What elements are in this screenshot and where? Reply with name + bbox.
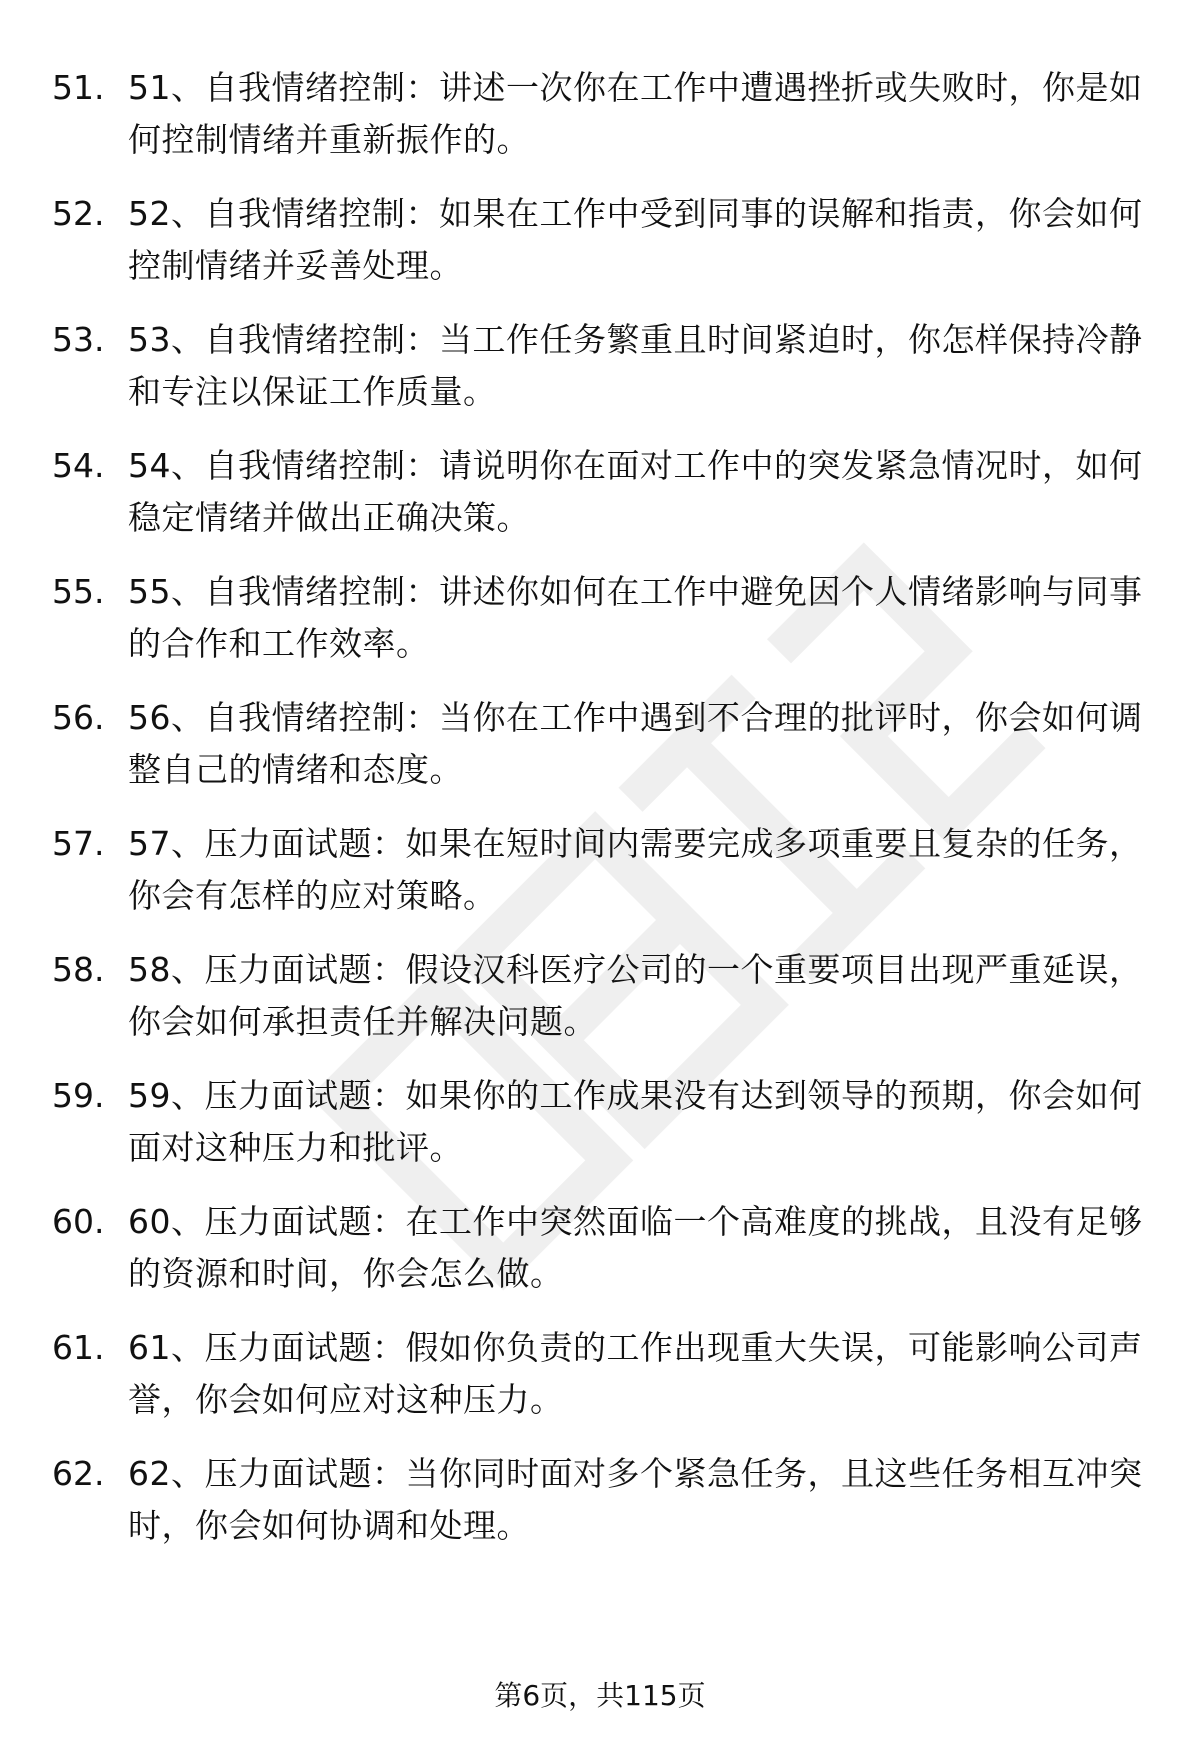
question-text: 51、自我情绪控制：讲述一次你在工作中遭遇挫折或失败时，你是如何控制情绪并重新振作的。 — [128, 68, 1143, 159]
list-item — [0, 314, 1200, 440]
list-item — [0, 1196, 1200, 1322]
question-text: 60、压力面试题：在工作中突然面临一个高难度的挑战，且没有足够的资源和时间，你会怎么做。 — [128, 1202, 1143, 1293]
question-number: 53. — [52, 320, 105, 359]
question-text: 53、自我情绪控制：当工作任务繁重且时间紧迫时，你怎样保持冷静和专注以保证工作质量。 — [128, 320, 1143, 411]
list-item — [0, 1448, 1200, 1574]
question-number: 54. — [52, 446, 105, 485]
question-number: 52. — [52, 194, 105, 233]
question-number: 56. — [52, 698, 105, 737]
question-number: 62. — [52, 1454, 105, 1493]
list-item — [0, 440, 1200, 566]
question-text: 58、压力面试题：假设汉科医疗公司的一个重要项目出现严重延误，你会如何承担责任并解决问题。 — [128, 950, 1143, 1041]
list-item — [0, 944, 1200, 1070]
list-item — [0, 692, 1200, 818]
question-number: 61. — [52, 1328, 105, 1367]
question-number: 60. — [52, 1202, 105, 1241]
list-item — [0, 62, 1200, 188]
question-text: 61、压力面试题：假如你负责的工作出现重大失误，可能影响公司声誉，你会如何应对这种压力。 — [128, 1328, 1143, 1419]
question-list — [0, 62, 1200, 1574]
list-item — [0, 188, 1200, 314]
question-text: 62、压力面试题：当你同时面对多个紧急任务，且这些任务相互冲突时，你会如何协调和处理。 — [128, 1454, 1143, 1545]
question-text: 57、压力面试题：如果在短时间内需要完成多项重要且复杂的任务，你会有怎样的应对策略。 — [128, 824, 1143, 915]
list-item — [0, 1322, 1200, 1448]
page-number-footer: 第6页，共115页 — [494, 1679, 706, 1712]
question-text: 54、自我情绪控制：请说明你在面对工作中的突发紧急情况时，如何稳定情绪并做出正确决策。 — [128, 446, 1143, 537]
question-text: 56、自我情绪控制：当你在工作中遇到不合理的批评时，你会如何调整自己的情绪和态度。 — [128, 698, 1143, 789]
question-number: 59. — [52, 1076, 105, 1115]
question-number: 51. — [52, 68, 105, 107]
list-item — [0, 566, 1200, 692]
question-number: 57. — [52, 824, 105, 863]
question-text: 59、压力面试题：如果你的工作成果没有达到领导的预期，你会如何面对这种压力和批评。 — [128, 1076, 1143, 1167]
list-item — [0, 818, 1200, 944]
question-text: 55、自我情绪控制：讲述你如何在工作中避免因个人情绪影响与同事的合作和工作效率。 — [128, 572, 1143, 663]
question-number: 58. — [52, 950, 105, 989]
question-text: 52、自我情绪控制：如果在工作中受到同事的误解和指责，你会如何控制情绪并妥善处理。 — [128, 194, 1143, 285]
question-number: 55. — [52, 572, 105, 611]
list-item — [0, 1070, 1200, 1196]
